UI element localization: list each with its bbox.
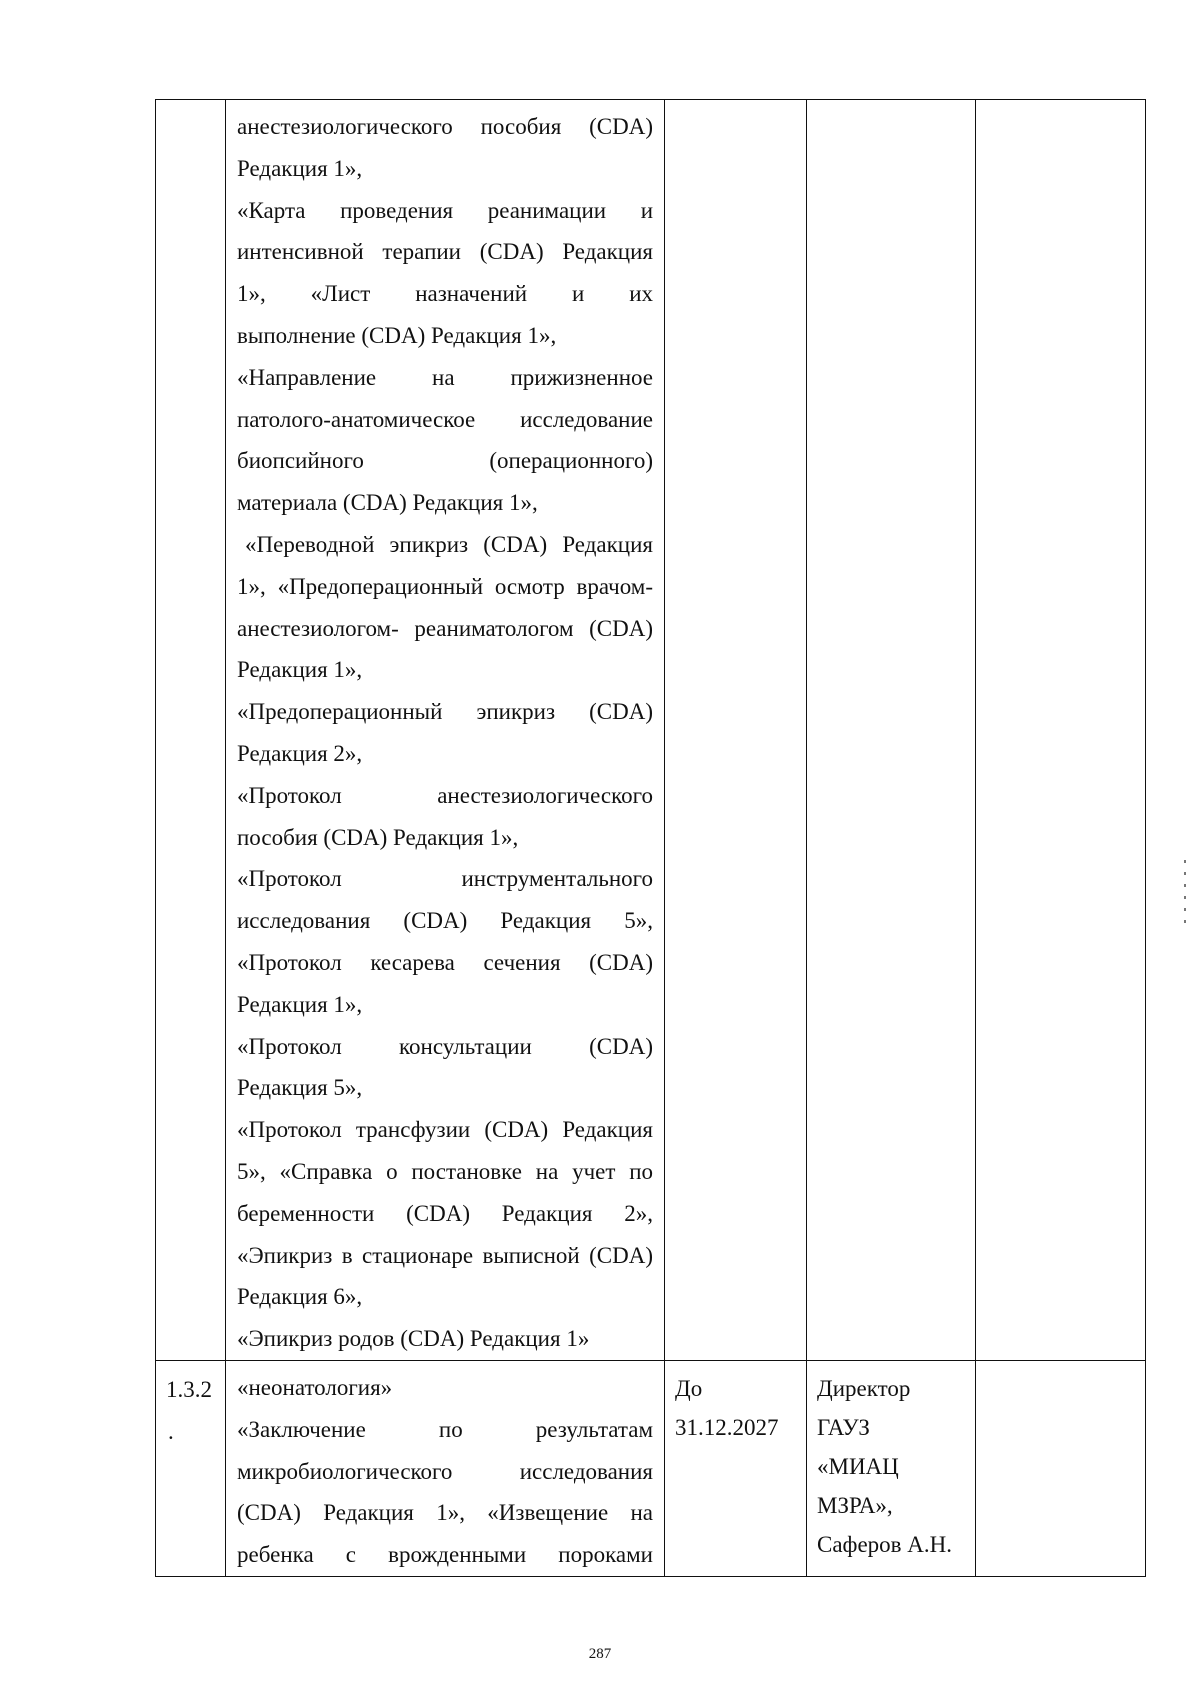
content-line: «Эпикриз в стационаре выписной (CDA) <box>237 1242 653 1268</box>
responsible-line: Саферов А.Н. <box>817 1531 952 1557</box>
note-cell <box>976 100 1146 1361</box>
content-line: «Направление на прижизненное <box>237 364 653 390</box>
table-row <box>156 1360 1146 1576</box>
scan-mark <box>1184 908 1186 911</box>
deadline-cell <box>665 1360 807 1576</box>
content-line: «Протокол анестезиологического <box>237 782 653 808</box>
content-line: патолого-анатомическое исследование <box>237 406 653 432</box>
deadline-line: До <box>675 1375 703 1401</box>
content-line: «Эпикриз родов (CDA) Редакция 1» <box>237 1326 590 1352</box>
item-content-cell <box>226 100 665 1361</box>
content-line: материала (CDA) Редакция 1», <box>237 490 538 516</box>
content-line: «неонатология» <box>237 1374 393 1400</box>
content-line: интенсивной терапии (CDA) Редакция <box>237 239 653 265</box>
content-line: исследования (CDA) Редакция 5», <box>237 908 653 934</box>
content-line: Редакция 1», <box>237 657 363 683</box>
item-number: . <box>168 1418 174 1444</box>
responsible-line: «МИАЦ <box>817 1453 899 1479</box>
responsible-line: МЗРА», <box>817 1492 893 1518</box>
content-line: ребенка с врожденными пороками <box>237 1542 653 1568</box>
item-number: 1.3.2 <box>166 1376 212 1402</box>
note-cell <box>976 1360 1146 1576</box>
scan-mark <box>1184 884 1186 887</box>
content-line: выполнение (CDA) Редакция 1», <box>237 322 557 348</box>
content-line: Редакция 2», <box>237 740 363 766</box>
item-content-cell <box>226 1360 665 1576</box>
content-line: «Заключение по результатам <box>237 1416 653 1442</box>
content-line: 1», «Предоперационный осмотр врачом- <box>237 573 653 599</box>
item-number-cell <box>156 1360 226 1576</box>
plan-table <box>155 99 1146 1577</box>
content-line: беременности (CDA) Редакция 2», <box>237 1200 653 1226</box>
content-line: Редакция 1», <box>237 155 363 181</box>
content-line: 5», «Справка о постановке на учет по <box>237 1158 653 1184</box>
scan-mark <box>1184 896 1186 899</box>
content-line: «Переводной эпикриз (CDA) Редакция <box>245 531 653 557</box>
content-line: анестезиологического пособия (CDA) <box>237 114 653 139</box>
content-line: «Протокол кесарева сечения (CDA) <box>237 949 653 975</box>
content-line: Редакция 5», <box>237 1075 363 1101</box>
scan-mark <box>1184 860 1186 863</box>
content-line: анестезиологом- реаниматологом (CDA) <box>237 615 653 641</box>
content-line: «Протокол консультации (CDA) <box>237 1033 653 1059</box>
content-line: (CDA) Редакция 1», «Извещение на <box>237 1500 653 1526</box>
content-line: Редакция 1», <box>237 991 363 1017</box>
content-line: «Предоперационный эпикриз (CDA) <box>237 699 653 725</box>
scan-mark <box>1184 872 1186 875</box>
page-number: 287 <box>588 1646 612 1662</box>
responsible-cell <box>807 100 976 1361</box>
responsible-line: Директор <box>817 1375 911 1401</box>
scan-mark <box>1184 920 1186 923</box>
content-line: «Протокол инструментального <box>237 866 653 892</box>
deadline-line: 31.12.2027 <box>675 1414 779 1440</box>
content-line: «Протокол трансфузии (CDA) Редакция <box>237 1117 653 1143</box>
table-row <box>156 100 1146 1361</box>
responsible-line: ГАУЗ <box>817 1414 870 1440</box>
content-line: Редакция 6», <box>237 1284 363 1310</box>
content-line: 1», «Лист назначений и их <box>237 281 653 307</box>
content-line: пособия (CDA) Редакция 1», <box>237 824 519 850</box>
responsible-cell <box>807 1360 976 1576</box>
content-line: «Карта проведения реанимации и <box>237 197 653 223</box>
content-line: биопсийного (операционного) <box>237 448 653 474</box>
item-number-cell <box>156 100 226 1361</box>
content-line: микробиологического исследования <box>237 1458 653 1484</box>
deadline-cell <box>665 100 807 1361</box>
